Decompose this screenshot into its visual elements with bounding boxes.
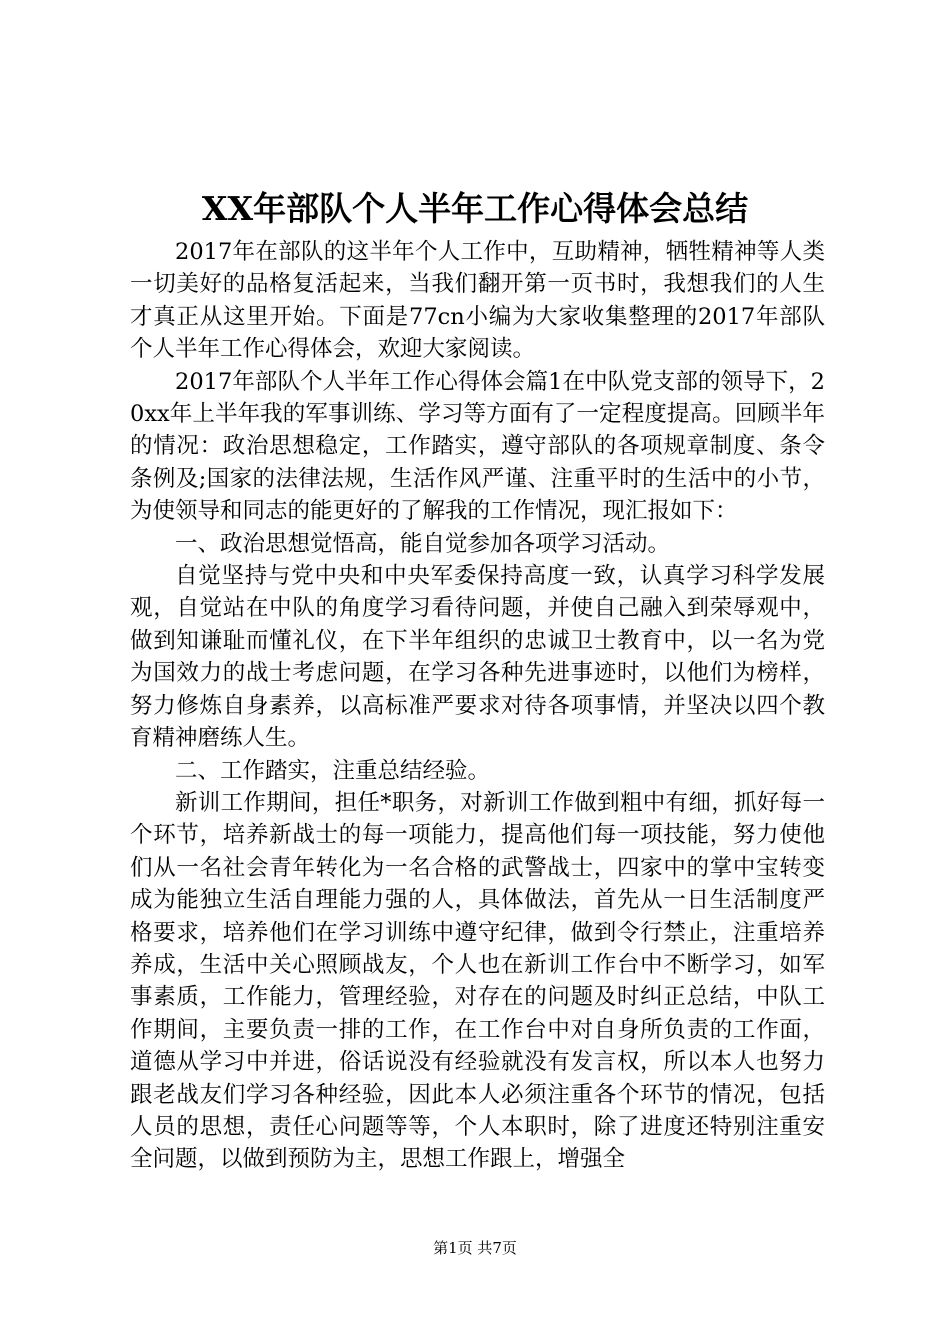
heading-section-2: 二、工作踏实，注重总结经验。 xyxy=(175,757,491,784)
heading-section-1: 一、政治思想觉悟高，能自觉参加各项学习活动。 xyxy=(175,530,671,557)
paragraph-section-2: 新训工作期间，担任*职务，对新训工作做到粗中有细，抓好每一个环节，培养新战士的每一项能力，提高他们每一项技能，努力使他们从一名社会青年转化为一名合格的武警战士，四家中的掌中宝转变成为能独立生活自理能力强的人，具体做法，首先从一日生活制度严格要求，培养他们在学习训练中遵守纪律，做到令行禁止，注重培养养成，生活中关心照顾战友，个人也在新训工作台中不断学习，如军事素质，工作能力，管理经验，对存在的问题及时纠正总结，中队工作期间，主要负责一排的工作，在工作台中对自身所负责的工作面，道德从学习中并进，俗话说没有经验就没有发言权，所以本人也努力跟老战友们学习各种经验，因此本人必须注重各个环节的情况，包括人员的思想，责任心问题等等，个人本职时，除了进度还特别注重安全问题，以做到预防为主，思想工作跟上，增强全 xyxy=(130,789,825,1173)
paragraph-section-1: 自觉坚持与党中央和中央军委保持高度一致，认真学习科学发展观，自觉站在中队的角度学习看待问题，并使自己融入到荣辱观中，做到知谦耻而懂礼仪，在下半年组织的忠诚卫士教育中，以一名为党为国效力的战士考虑问题，在学习各种先进事迹时，以他们为榜样，努力修炼自身素养，以高标准严要求对待各项事情，并坚决以四个教育精神磨练人生。 xyxy=(130,563,825,752)
document-body xyxy=(130,236,825,1176)
paragraph-intro: 2017年在部队的这半年个人工作中，互助精神，牺牲精神等人类一切美好的品格复活起来，当我们翻开第一页书时，我想我们的人生才真正从这里开始。下面是77cn小编为大家收集整理的2017年部队个人半年工作心得体会，欢迎大家阅读。 xyxy=(130,239,825,363)
paragraph-article-1: 2017年部队个人半年工作心得体会篇1在中队党支部的领导下，20xx年上半年我的军事训练、学习等方面有了一定程度提高。回顾半年的情况：政治思想稳定，工作踏实，遵守部队的各项规章制度、条令条例及;国家的法律法规，生活作风严谨、注重平时的生活中的小节，为使领导和同志的能更好的了解我的工作情况，现汇报如下： xyxy=(130,368,825,525)
document-title: XX年部队个人半年工作心得体会总结 xyxy=(201,189,749,228)
page-number-footer: 第1页 共7页 xyxy=(433,1239,517,1257)
